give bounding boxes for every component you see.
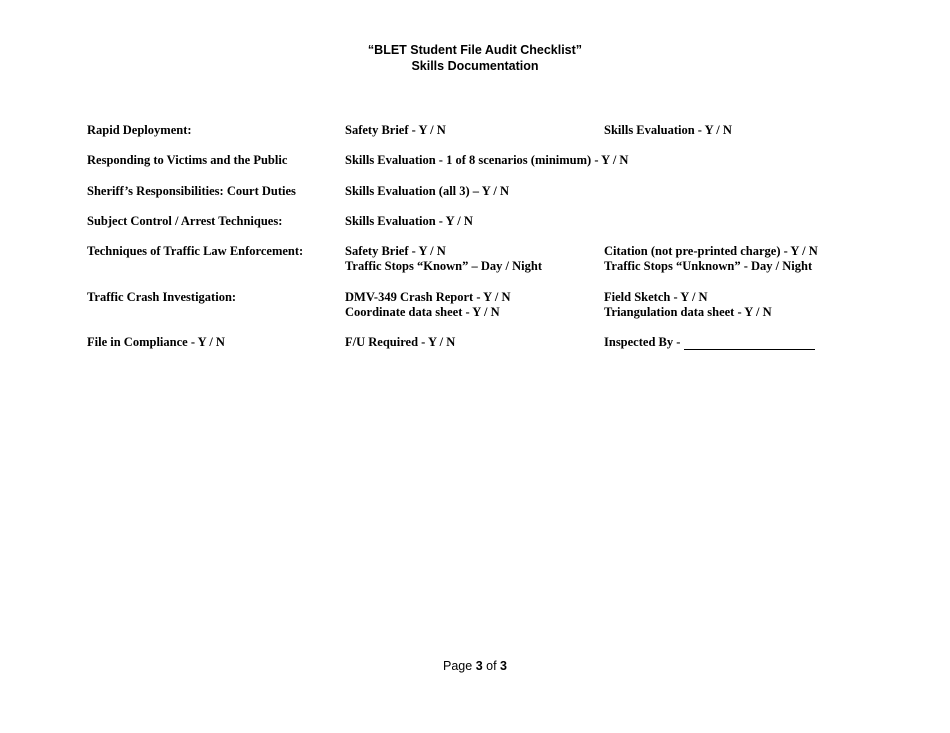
checklist-grid <box>87 123 867 355</box>
row-item-field-sketch: Field Sketch - Y / N <box>604 290 708 304</box>
file-in-compliance: File in Compliance - Y / N <box>87 335 225 349</box>
row-topic: Sheriff’s Responsibilities: Court Duties <box>87 184 296 198</box>
row-item-group <box>345 290 510 320</box>
row-item-group <box>604 244 818 274</box>
row-item-triangulation-data-sheet: Triangulation data sheet - Y / N <box>604 305 772 319</box>
page-current: 3 <box>475 659 483 673</box>
row-topic: Rapid Deployment: <box>87 123 192 137</box>
page-of-label: of <box>486 659 497 673</box>
page-footer <box>0 658 950 674</box>
checklist-row-responding-to-victims <box>87 153 867 184</box>
document-title: “BLET Student File Audit Checklist” <box>367 43 583 57</box>
row-topic: Techniques of Traffic Law Enforcement: <box>87 244 304 258</box>
row-item-traffic-stops-unknown: Traffic Stops “Unknown” - Day / Night <box>604 259 813 273</box>
fu-required: F/U Required - Y / N <box>345 335 456 349</box>
row-item-coordinate-data-sheet: Coordinate data sheet - Y / N <box>345 305 500 319</box>
row-topic: Subject Control / Arrest Techniques: <box>87 214 283 228</box>
row-item-crash-report: DMV-349 Crash Report - Y / N <box>345 290 511 304</box>
checklist-row-subject-control <box>87 214 867 244</box>
row-item-skills-evaluation: Skills Evaluation - 1 of 8 scenarios (minimum) - Y / N <box>345 153 629 167</box>
page-label: Page <box>443 659 473 673</box>
inspected-by <box>604 335 815 350</box>
checklist-row-rapid-deployment <box>87 123 867 153</box>
document-header <box>0 42 950 74</box>
row-item-skills-evaluation: Skills Evaluation (all 3) – Y / N <box>345 184 510 198</box>
inspected-by-label: Inspected By - <box>604 335 681 349</box>
row-topic: Responding to Victims and the Public <box>87 153 288 167</box>
document-subtitle: Skills Documentation <box>411 59 539 73</box>
checklist-row-crash-investigation <box>87 290 867 335</box>
row-item-citation: Citation (not pre-printed charge) - Y / N <box>604 244 818 258</box>
row-item-skills-evaluation: Skills Evaluation - Y / N <box>345 214 473 228</box>
row-item-safety-brief: Safety Brief - Y / N <box>345 123 446 137</box>
inspected-by-signature-line[interactable] <box>684 335 815 350</box>
checklist-row-traffic-law-enforcement <box>87 244 867 290</box>
compliance-row <box>87 335 867 355</box>
row-item-safety-brief: Safety Brief - Y / N <box>345 244 446 258</box>
row-item-skills-evaluation: Skills Evaluation - Y / N <box>604 123 732 137</box>
row-item-group <box>345 244 542 274</box>
page-total: 3 <box>500 659 507 673</box>
row-item-group <box>604 290 772 320</box>
row-topic: Traffic Crash Investigation: <box>87 290 237 304</box>
row-item-traffic-stops-known: Traffic Stops “Known” – Day / Night <box>345 259 543 273</box>
checklist-row-court-duties <box>87 184 867 214</box>
